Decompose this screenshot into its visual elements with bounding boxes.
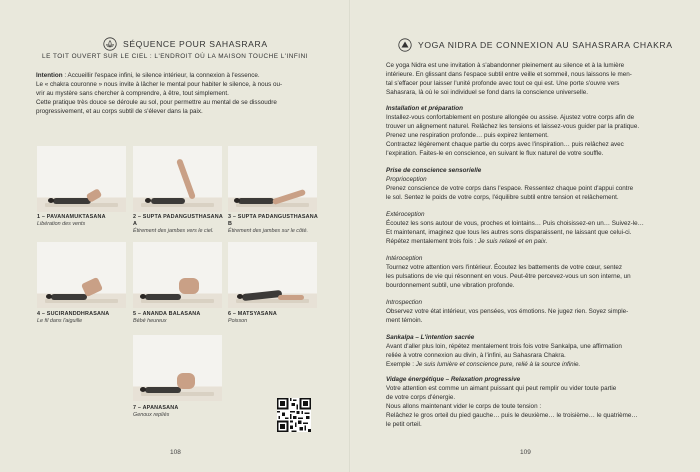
text-line: Relâchez le gros orteil du pied gauche… puis le deuxième… le troisième… le quatrième… <box>386 412 638 419</box>
text-line: Votre attention est comme un aimant puissant qui peut remplir ou vider toute partie <box>386 385 617 392</box>
pose-photo-4 <box>37 242 126 308</box>
pose-translation: Genoux repliés <box>133 412 170 418</box>
nidra-text <box>386 61 664 429</box>
pose-translation: Étirement des jambes vers le ciel. <box>133 228 214 234</box>
pose-caption-7 <box>133 405 225 419</box>
subsection-heading: Introspection <box>386 299 423 306</box>
pose-photo-3 <box>228 146 317 212</box>
pose-caption-6 <box>228 311 320 325</box>
pose-translation: Étirement des jambes sur le côté. <box>228 228 308 234</box>
pose-caption-4 <box>37 311 129 325</box>
text-line: Observez votre état intérieur, vos pensées, vos émotions. Ne jugez rien. Soyez simple- <box>386 308 629 315</box>
pose-photo-5 <box>133 242 222 308</box>
text-line: ment témoin. <box>386 317 423 324</box>
intro-label: Intention <box>36 72 63 79</box>
text-line: trouver un alignement naturel. Relâchez les tensions et laissez-vous guider par la pratique. <box>386 123 640 130</box>
text-line: bourdonnement subtil, une vibration profonde. <box>386 282 515 289</box>
quote: Je suis relaxé et en paix. <box>478 238 548 245</box>
intro-line: progressivement, et au corps subtil de s'élever dans la paix. <box>36 108 203 115</box>
text-line: reliée à votre connexion au divin, à l'infini, au Sahasrara Chakra. <box>386 352 566 359</box>
subsection-heading: Extéroception <box>386 211 425 218</box>
pose-translation: Libération des vents <box>37 221 86 227</box>
right-title-row <box>398 38 673 52</box>
text-line: Avant d'aller plus loin, répétez mentalement trois fois votre Sankalpa, une affirmation <box>386 343 622 350</box>
text-line: Installez-vous confortablement en posture allongée ou assise. Ajustez votre corps afin de <box>386 114 635 121</box>
crown-chakra-icon <box>398 38 412 52</box>
text-line: Répétez mentalement trois fois : <box>386 238 479 245</box>
intro-line: vrir au mystère sans chercher à comprendre, à être, tout simplement. <box>36 90 229 97</box>
pose-name: 2 – SUPTA PADANGUSTHASANA A <box>133 214 223 227</box>
text-line: le petit orteil. <box>386 421 422 428</box>
right-page-title: YOGA NIDRA DE CONNEXION AU SAHASRARA CHAKRA <box>418 40 673 50</box>
subsection-heading: Intéroception <box>386 255 423 262</box>
section-heading: Prise de conscience sensorielle <box>386 167 482 174</box>
text-line: Prenez une respiration profonde… puis expirez lentement. <box>386 132 549 139</box>
text-line: de votre corps d'énergie. <box>386 394 456 401</box>
text-line: Contractez légèrement chaque partie du corps avec l'inspiration… puis relâchez avec <box>386 141 624 148</box>
pose-name: 5 – ANANDA BALASANA <box>133 311 201 317</box>
page-number-left: 108 <box>170 449 181 456</box>
intro-line: Le « chakra couronne » nous invite à lâcher le mental pour habiter le silence, à nous ou- <box>36 81 283 88</box>
left-page-title: SÉQUENCE POUR SAHASRARA <box>123 39 268 49</box>
text-line: Et maintenant, imaginez que tous les autres sons disparaissent, ne laissant que celui-ci. <box>386 229 632 236</box>
text-line: Écoutez les sons autour de vous, proches et lointains… Puis choisissez-en un… Suivez-le… <box>386 220 644 227</box>
text-line: Prenez conscience de votre corps dans l'espace. Ressentez chaque point d'appui contre <box>386 185 634 192</box>
text-line: Exemple : <box>386 361 416 368</box>
text-line: intérieure. En glissant dans l'espace subtil entre veille et sommeil, nous laissons le men- <box>386 71 632 78</box>
section-heading: Sankalpa – L'intention sacrée <box>386 334 475 341</box>
pose-photo-7 <box>133 335 222 401</box>
intro-line: Cette pratique très douce se déroule au sol, pour permettre au mental de se dissoudre <box>36 99 277 106</box>
pose-photo-1 <box>37 146 126 212</box>
section-heading: Vidage énergétique – Relaxation progressive <box>386 376 521 383</box>
text-line: le sol. Sentez le poids de votre corps, l'équilibre subtil entre tension et relâchement. <box>386 194 619 201</box>
pose-translation: Poisson <box>228 318 248 324</box>
text-line: Sahasrara, là où le soi individuel se fond dans la conscience universelle. <box>386 89 588 96</box>
pose-name: 1 – PAVANAMUKTASANA <box>37 214 106 220</box>
pose-name: 6 – MATSYASANA <box>228 311 277 317</box>
pose-translation: Le fil dans l'aiguille <box>37 318 83 324</box>
text-line: Ce yoga Nidra est une invitation à s'abandonner pleinement au silence et à la lumière <box>386 62 625 69</box>
text-line: Tournez votre attention vers l'intérieur. Écoutez les battements de votre cœur, sentez <box>386 264 623 271</box>
pose-name: 7 – APANASANA <box>133 405 179 411</box>
section-heading: Installation et préparation <box>386 105 463 112</box>
intro-line: : Accueillir l'espace infini, le silence intérieur, la connexion à l'essence. <box>62 72 260 79</box>
pose-photo-6 <box>228 242 317 308</box>
pose-photo-2 <box>133 146 222 212</box>
subsection-heading: Proprioception <box>386 176 427 183</box>
text-line: tal s'effacer pour laisser l'unité profonde avec tout ce qui est. Une porte s'ouvre vers <box>386 80 620 87</box>
left-page-subtitle: LE TOIT OUVERT SUR LE CIEL : L'ENDROIT OÙ LA MAISON TOUCHE L'INFINI <box>42 53 308 60</box>
pose-name: 4 – SUCIRANDDHRASANA <box>37 311 110 317</box>
intro-paragraph <box>36 71 321 116</box>
pose-caption-1 <box>37 214 129 228</box>
qr-code[interactable] <box>277 398 311 432</box>
text-line: les pulsations de vie qui résonnent en vous. Peut-être percevez-vous un son interne, un <box>386 273 631 280</box>
text-line: l'expiration. Faites-le en conscience, en suivant le flux naturel de votre souffle. <box>386 150 604 157</box>
page-number-right: 109 <box>520 449 531 456</box>
text-line: Nous allons maintenant vider le corps de toute tension : <box>386 403 542 410</box>
pose-translation: Bébé heureux <box>133 318 167 324</box>
pose-caption-3 <box>228 214 320 235</box>
pose-caption-5 <box>133 311 225 325</box>
pose-caption-2 <box>133 214 225 235</box>
lotus-icon <box>103 37 117 51</box>
pose-name: 3 – SUPTA PADANGUSTHASANA B <box>228 214 318 227</box>
quote: Je suis lumière et conscience pure, relié à la source infinie. <box>415 361 581 368</box>
left-title-row <box>103 37 268 51</box>
